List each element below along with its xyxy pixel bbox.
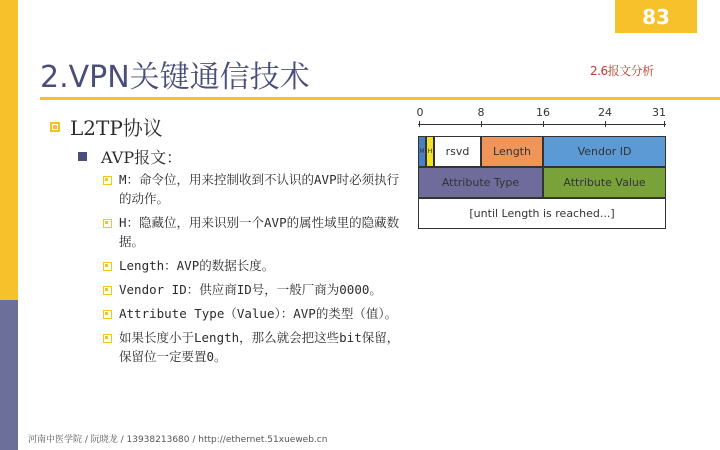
title-divider: [40, 97, 720, 100]
bit-tick: [664, 121, 665, 127]
bit-tick: [419, 121, 420, 127]
slide-title: 2.VPN关键通信技术: [40, 60, 310, 95]
left-accent-bar-bottom: [0, 300, 18, 450]
bit-axis: [418, 124, 666, 125]
page-number: 83: [615, 0, 697, 33]
bullet-level1-text: L2TP协议: [70, 116, 163, 140]
bit-tick-label: 16: [536, 106, 550, 119]
square-bullet-icon: [103, 334, 112, 343]
list-item-text: 如果长度小于Length，那么就会把这些bit保留，保留位一定要置0。: [119, 330, 400, 364]
field-attribute-value: Attribute Value: [543, 167, 666, 198]
filled-square-bullet-icon: [78, 152, 87, 161]
field-vendor-id: Vendor ID: [543, 136, 666, 167]
field-h: H: [426, 136, 434, 167]
field-attribute-type: Attribute Type: [418, 167, 543, 198]
list-item: [103, 304, 403, 323]
list-item-text: H：隐藏位，用来识别一个AVP的属性域里的隐藏数据。: [119, 215, 400, 249]
field-rsvd: rsvd: [434, 136, 481, 167]
square-bullet-icon: [103, 176, 112, 185]
section-tag: 2.6报文分析: [590, 64, 654, 78]
square-bullet-icon: [103, 286, 112, 295]
bullet-level1: [50, 112, 163, 141]
square-bullet-icon: [50, 122, 60, 132]
list-item: [103, 170, 403, 208]
bit-tick: [543, 121, 544, 127]
list-item: [103, 328, 403, 366]
list-item-text: Length：AVP的数据长度。: [119, 258, 275, 273]
avp-format-diagram: [418, 106, 666, 232]
bit-tick: [481, 121, 482, 127]
square-bullet-icon: [103, 262, 112, 271]
bit-tick-label: 31: [652, 106, 666, 119]
list-item-text: M：命令位，用来控制收到不认识的AVP时必须执行的动作。: [119, 172, 400, 206]
bit-tick-label: 8: [477, 106, 485, 119]
left-accent-bar-top: [0, 0, 18, 300]
list-item-text: Vendor ID：供应商ID号，一般厂商为0000。: [119, 282, 382, 297]
bullet-level2: [78, 145, 182, 168]
list-item: [103, 213, 403, 251]
bullet-level2-text: AVP报文：: [101, 148, 183, 167]
square-bullet-icon: [103, 310, 112, 319]
field-description-list: [103, 170, 403, 371]
square-bullet-icon: [103, 219, 112, 228]
bit-tick: [605, 121, 606, 127]
list-item-text: Attribute Type（Value）：AVP的类型（值）。: [119, 306, 398, 321]
field-until-length: [until Length is reached...]: [418, 198, 666, 229]
list-item: [103, 256, 403, 275]
bit-tick-label: 0: [416, 106, 424, 119]
field-m: M: [418, 136, 426, 167]
list-item: [103, 280, 403, 299]
field-length: Length: [481, 136, 543, 167]
footer-credit: 河南中医学院 / 阮晓龙 / 13938213680 / http://ethernet.51xueweb.cn: [28, 435, 328, 445]
bit-tick-label: 24: [598, 106, 612, 119]
